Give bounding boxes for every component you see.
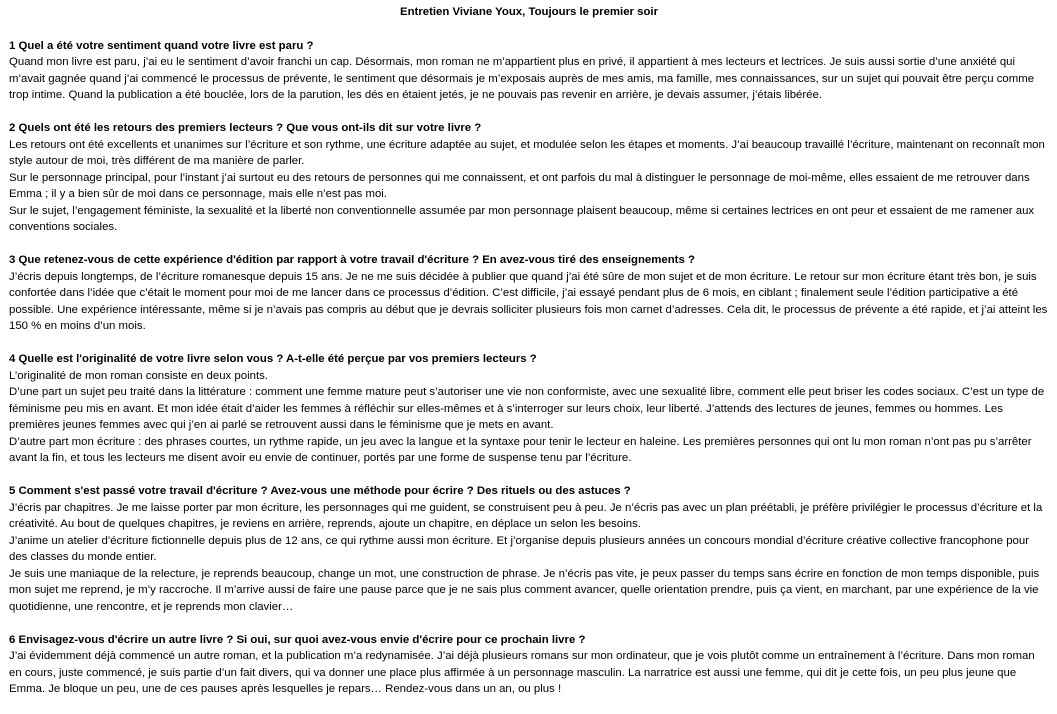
document-page [9,4,1049,714]
answer-5-paragraph-3: Je suis une maniaque de la relecture, je reprends beaucoup, change un mot, une construction de phrase. Je n’écris pas vite, je peux passer du temps sans écrire en fonction de mon temps disponible, puis mon sujet me reprend, je m’y raccroche. Il m’arrive aussi de faire une pause parce que je ne sais plus comment avancer, quelle orientation prendre, puis ça vient, en marchant, par une expérience de la vie quotidienne, une rencontre, et je reprends mon clavier… [9,567,1040,613]
answer-4-paragraph-1: L’originalité de mon roman consiste en deux points. [9,369,268,382]
answer-4-paragraph-3: D’autre part mon écriture : des phrases courtes, un rythme rapide, un jeu avec la langue et la syntaxe pour tenir le lecteur en haleine. Les premières personnes qui ont lu mon roman n’ont pas pu s’arrêter avant la fin, et tous les lecteurs me disent avoir eu envie de continuer, portés par une forme de suspense tenu par l’écriture. [9,435,1032,464]
question-5: 5 Comment s'est passé votre travail d'écriture ? Avez-vous une méthode pour écrire ? Des rituels ou des astuces ? [9,485,631,497]
interview-section-1 [9,38,1049,104]
interview-section-4 [9,351,1049,467]
answer-2-paragraph-1: Les retours ont été excellents et unanimes sur l’écriture et son rythme, une écriture adaptée au sujet, et modulée selon les étapes et moments. J’ai beaucoup travaillé l’écriture, maintenant on reconnaît mon style autour de moi, très différent de ma manière de parler. [9,138,1045,167]
question-3: 3 Que retenez-vous de cette expérience d'édition par rapport à votre travail d'écriture ? En avez-vous tiré des enseignements ? [9,254,695,266]
interview-section-2 [9,120,1049,236]
answer-5-paragraph-1: J’écris par chapitres. Je me laisse porter par mon écriture, les personnages qui me guident, se construisent peu à peu. Je n’écris pas avec un plan préétabli, je préfère privilégier le processus d’écriture et la créativité. Au bout de quelques chapitres, je reviens en arrière, reprends, ajoute un chapitre, en déplace un selon les besoins. [9,501,1043,530]
answer-6-paragraph-1: J’ai évidemment déjà commencé un autre roman, et la publication m’a redynamisée. J’ai déjà plusieurs romans sur mon ordinateur, que je vois plutôt comme un entraînement à l’écriture. Dans mon roman en cours, juste commencé, je suis partie d’un fait divers, qui va donner une place plus affirmée à un personnage masculin. La narratrice est aussi une femme, qui dit je cette fois, un peu plus jeune que Emma. Je bloque un peu, une de ces pauses après lesquelles je repars… Rendez-vous dans un an, ou plus ! [9,650,1035,695]
question-2: 2 Quels ont été les retours des premiers lecteurs ? Que vous ont-ils dit sur votre livre ? [9,122,482,134]
interview-section-6 [9,632,1049,698]
answer-1-paragraph-1: Quand mon livre est paru, j’ai eu le sentiment d’avoir franchi un cap. Désormais, mon roman ne m’appartient plus en privé, il appartient à mes lecteurs et lectrices. Je suis aussi sortie d’une anxiété qui m’avait gagnée quand j’ai commencé le processus de prévente, le sentiment que désormais je m’exposais auprès de mes amis, ma famille, mes connaissances, sur un sujet qui pouvait être perçu comme trop intime. Quand la publication a été bouclée, lors de la parution, les dés en étaient jetés, je ne pouvais pas revenir en arrière, je devais assumer, j’étais libérée. [9,56,1035,101]
question-4: 4 Quelle est l'originalité de votre livre selon vous ? A-t-elle été perçue par vos premiers lecteurs ? [9,353,537,365]
answer-2-paragraph-3: Sur le sujet, l’engagement féministe, la sexualité et la liberté non conventionnelle assumée par mon personnage plaisent beaucoup, même si certaines lectrices en ont peur et essaient de me ramener aux conventions sociales. [9,204,1035,233]
answer-2-paragraph-2: Sur le personnage principal, pour l’instant j’ai surtout eu des retours de personnes qui me connaissent, et ont parfois du mal à distinguer le personnage de moi-même, elles essaient de me retrouver dans Emma ; il y a bien sûr de moi dans ce personnage, mais elle n’est pas moi. [9,171,1030,200]
document-title: Entretien Viviane Youx, Toujours le premier soir [399,6,659,18]
answer-4-paragraph-2: D’une part un sujet peu traité dans la littérature : comment une femme mature peut s’autoriser une vie non conformiste, avec une sexualité libre, comment elle peut briser les codes sociaux. C’est un type de féminisme peu mis en avant. Et mon idée était d’aider les femmes à réfléchir sur elles-mêmes et à s’interroger sur leurs choix, leur liberté. J’attends des lectures de jeunes, femmes ou hommes. Les premières jeunes femmes avec qui j’en ai parlé se retrouvent aussi dans le féminisme que je mets en avant. [9,386,1045,431]
interview-section-5 [9,483,1049,615]
question-6: 6 Envisagez-vous d'écrire un autre livre ? Si oui, sur quoi avez-vous envie d'écrire pour ce prochain livre ? [9,633,586,646]
answer-3-paragraph-1: J’écris depuis longtemps, de l’écriture romanesque depuis 15 ans. Je ne me suis décidée à publier que quand j’ai été sûre de mon sujet et de mon écriture. Le retour sur mon écriture étant très bon, je suis confortée dans l’idée que c’était le moment pour moi de me lancer dans ce processus d’édition. C’est difficile, j’ai essayé pendant plus de 6 mois, en ciblant ; finalement seule l’édition participative a été possible. Une expérience intéressante, même si je n’avais pas compris au début que je devrais solliciter plusieurs fois mon carnet d’adresses. Cela dit, le processus de prévente a été rapide, et j’ai atteint les 150 % en moins d’un mois. [9,270,1048,332]
question-1: 1 Quel a été votre sentiment quand votre livre est paru ? [9,39,314,52]
answer-5-paragraph-2: J’anime un atelier d’écriture fictionnelle depuis plus de 12 ans, ce qui rythme aussi mon écriture. Et j’organise depuis plusieurs années un concours mondial d’écriture créative collective francophone pour des classes du monde entier. [9,534,1030,563]
interview-section-3 [9,252,1049,335]
